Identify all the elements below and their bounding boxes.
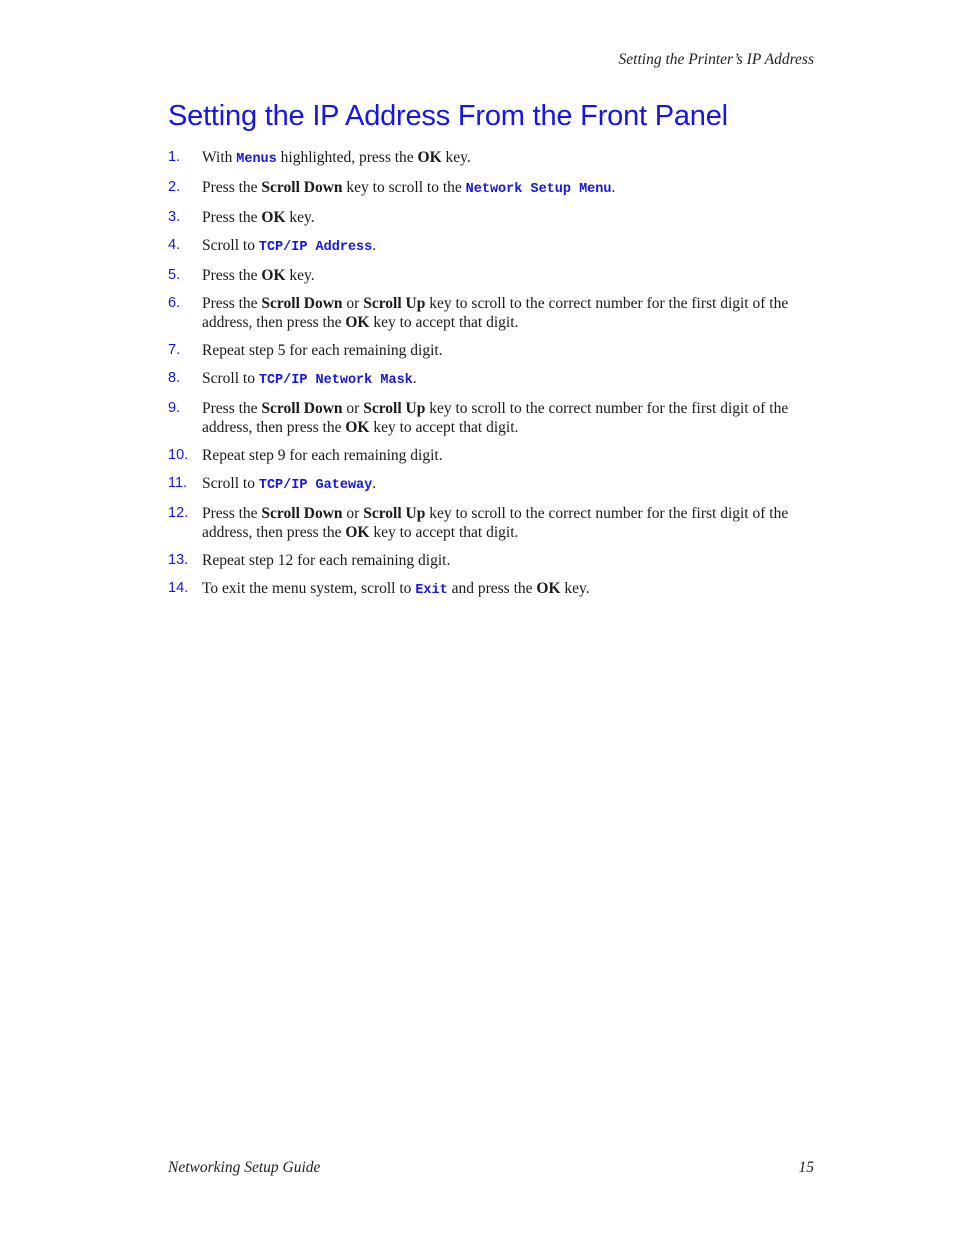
- step-number: 4.: [168, 237, 181, 253]
- step-number: 5.: [168, 267, 181, 283]
- step-text: With: [202, 149, 237, 166]
- step-number: 3.: [168, 209, 181, 225]
- step-item: [168, 399, 808, 437]
- step-text: .: [611, 179, 616, 196]
- menu-item-name: TCP/IP Network Mask: [258, 373, 413, 388]
- step-text: or: [342, 400, 364, 417]
- step-item: [168, 474, 808, 495]
- step-text: Repeat step 12 for each remaining digit.: [202, 552, 451, 569]
- section-title: Setting the IP Address From the Front Panel: [168, 100, 728, 132]
- step-number: 9.: [168, 400, 181, 416]
- step-text: Press the: [202, 295, 262, 312]
- step-text: or: [342, 295, 364, 312]
- key-name: OK: [261, 267, 286, 284]
- step-text: Press the: [202, 179, 262, 196]
- step-item: [168, 579, 808, 600]
- key-name: Scroll Up: [363, 400, 426, 417]
- step-text: .: [412, 370, 417, 387]
- key-name: Scroll Down: [261, 295, 343, 312]
- page-number: 15: [798, 1159, 814, 1176]
- step-text: and press the: [447, 580, 537, 597]
- step-text: Scroll to: [202, 370, 259, 387]
- step-text: key to accept that digit.: [369, 524, 519, 541]
- step-text: highlighted, press the: [276, 149, 418, 166]
- step-text: or: [342, 505, 364, 522]
- step-number: 7.: [168, 342, 181, 358]
- step-text: key to scroll to the correct number for the first digit of the address, then press the: [202, 400, 789, 436]
- step-item: [168, 551, 808, 570]
- step-item: [168, 148, 808, 169]
- step-text: key.: [285, 267, 315, 284]
- step-text: key.: [560, 580, 590, 597]
- step-number: 12.: [168, 505, 189, 521]
- step-text: key to scroll to the: [342, 179, 466, 196]
- step-text: Repeat step 5 for each remaining digit.: [202, 342, 443, 359]
- step-item: [168, 266, 808, 285]
- key-name: Scroll Up: [363, 505, 426, 522]
- menu-item-name: TCP/IP Address: [258, 240, 373, 255]
- step-text: key to accept that digit.: [369, 419, 519, 436]
- step-number: 1.: [168, 149, 181, 165]
- key-name: Scroll Down: [261, 400, 343, 417]
- step-item: [168, 446, 808, 465]
- key-name: OK: [261, 209, 286, 226]
- step-number: 11.: [168, 475, 188, 491]
- step-number: 14.: [168, 580, 189, 596]
- step-item: [168, 294, 808, 332]
- key-name: OK: [417, 149, 442, 166]
- step-item: [168, 504, 808, 542]
- step-number: 8.: [168, 370, 181, 386]
- key-name: Scroll Down: [261, 179, 343, 196]
- key-name: OK: [536, 580, 561, 597]
- step-text: key.: [441, 149, 471, 166]
- step-number: 13.: [168, 552, 189, 568]
- steps-list: [168, 148, 808, 609]
- step-text: key to accept that digit.: [369, 314, 519, 331]
- menu-item-name: Menus: [236, 152, 277, 167]
- step-text: .: [372, 237, 377, 254]
- step-text: Press the: [202, 267, 262, 284]
- step-item: [168, 236, 808, 257]
- running-footer: Networking Setup Guide: [168, 1159, 321, 1176]
- step-text: Press the: [202, 505, 262, 522]
- step-number: 10.: [168, 447, 189, 463]
- step-text: Scroll to: [202, 237, 259, 254]
- key-name: OK: [345, 314, 370, 331]
- step-text: key to scroll to the correct number for the first digit of the address, then press the: [202, 505, 789, 541]
- step-text: key to scroll to the correct number for the first digit of the address, then press the: [202, 295, 789, 331]
- step-text: key.: [285, 209, 315, 226]
- key-name: OK: [345, 419, 370, 436]
- step-text: .: [372, 475, 377, 492]
- step-text: Scroll to: [202, 475, 259, 492]
- step-number: 2.: [168, 179, 181, 195]
- menu-item-name: TCP/IP Gateway: [258, 478, 373, 493]
- step-item: [168, 208, 808, 227]
- key-name: Scroll Up: [363, 295, 426, 312]
- step-text: To exit the menu system, scroll to: [202, 580, 416, 597]
- step-number: 6.: [168, 295, 181, 311]
- key-name: Scroll Down: [261, 505, 343, 522]
- step-item: [168, 369, 808, 390]
- key-name: OK: [345, 524, 370, 541]
- step-item: [168, 178, 808, 199]
- step-text: Repeat step 9 for each remaining digit.: [202, 447, 443, 464]
- step-text: Press the: [202, 400, 262, 417]
- step-text: Press the: [202, 209, 262, 226]
- running-header: Setting the Printer’s IP Address: [618, 51, 814, 68]
- menu-item-name: Exit: [415, 583, 448, 598]
- menu-item-name: Network Setup Menu: [465, 182, 612, 197]
- step-item: [168, 341, 808, 360]
